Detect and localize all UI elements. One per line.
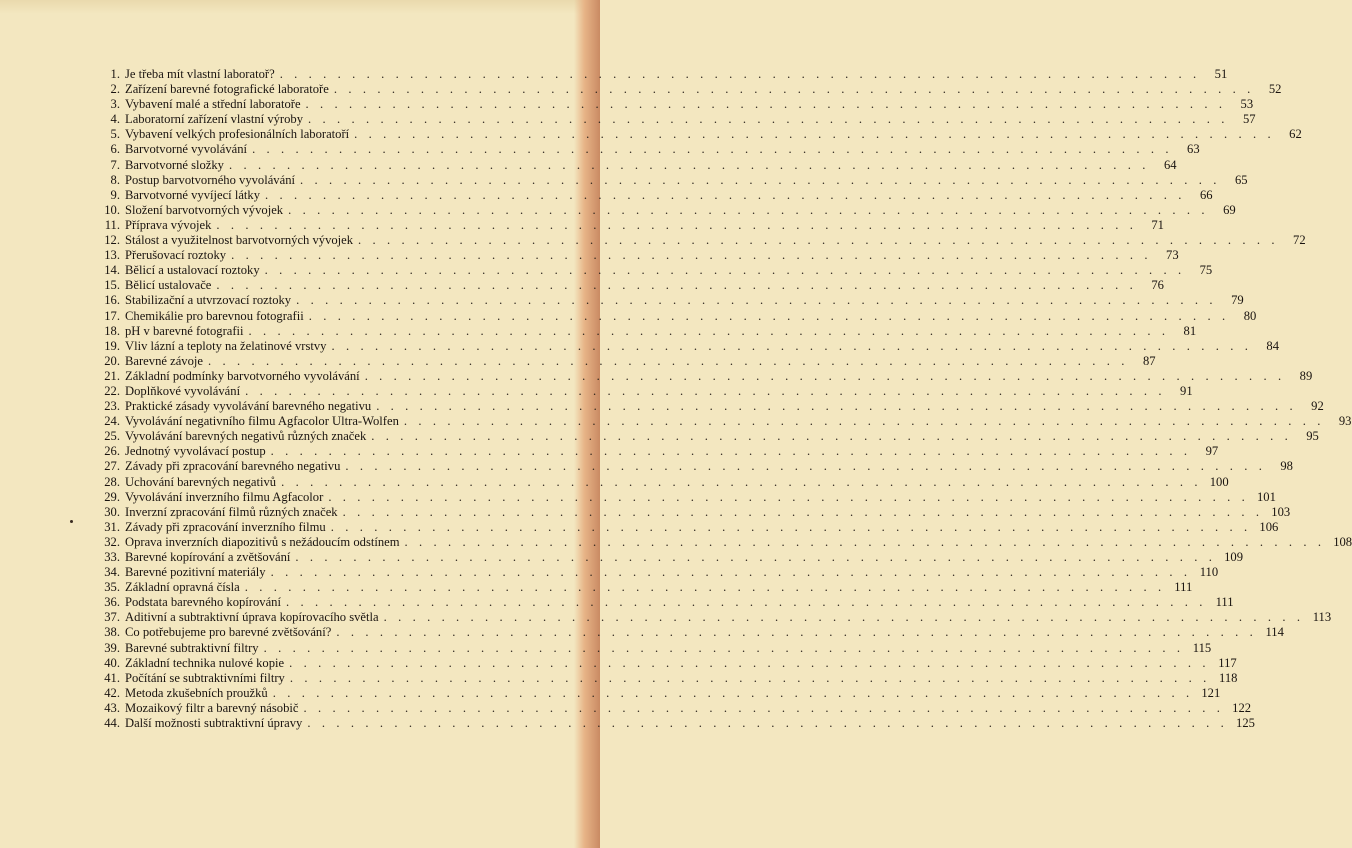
toc-entry-title: Stabilizační a utvrzovací roztoky [125,293,292,308]
toc-entry-page: 93 [1338,414,1352,429]
toc-dot-leader [405,535,1326,550]
toc-entry-number: 8. [110,172,120,187]
toc-entry-title: Barevné subtraktivní filtry [125,640,259,655]
toc-entry-title: Inverzní zpracování filmů různých značek [125,504,338,519]
toc-entry-title: Je třeba mít vlastní laboratoř? [125,67,275,81]
toc-entry-number: 26. [104,444,120,459]
toc-dot-leader [229,158,1150,173]
toc-entry [92,82,1282,97]
toc-entry-number: 12. [104,233,120,248]
toc-entry-title: Vyvolávání barevných negativů různých značek [125,429,367,444]
toc-dot-leader [249,324,1170,339]
toc-entry-number: 31. [104,519,120,534]
toc-entry-title: Mozaikový filtr a barevný násobič [125,700,299,715]
toc-entry-title: Vyvolávání negativního filmu Agfacolor Ultra-Wolfen [125,414,399,429]
toc-entry-number: 4. [110,112,120,127]
page-top-shadow [0,0,600,14]
toc-dot-leader [265,263,1186,278]
toc-entry [92,338,1280,354]
toc-entry-page: 69 [1223,202,1236,217]
toc-entry-page: 53 [1240,97,1254,112]
toc-entry-title: Závady při zpracování barevného negativu [125,459,341,474]
toc-dot-leader [331,339,1252,354]
toc-dot-leader [245,580,1166,595]
toc-entry-title: Barevné závoje [125,353,203,368]
ink-speck [70,520,73,523]
toc-entry-page: 98 [1280,459,1293,474]
toc-entry [92,519,1279,535]
toc-dot-leader [252,142,1173,157]
toc-dot-leader [281,475,1202,490]
toc-entry-number: 19. [104,338,120,353]
toc-entry [92,293,1244,308]
table-of-contents [92,67,1352,731]
toc-dot-leader [289,656,1210,671]
toc-entry-title: Laboratorní zařízení vlastní výroby [125,112,303,127]
toc-entry [92,217,1164,233]
toc-entry-page: 109 [1224,550,1243,564]
toc-entry-page: 122 [1232,700,1252,715]
toc-dot-leader [231,248,1152,263]
toc-entry-title: Základní podmínky barvotvorného vyvolávání [125,368,360,383]
toc-entry-title: Bělicí a ustalovací roztoky [125,263,260,278]
toc-entry [92,142,1200,157]
toc-dot-leader [376,399,1297,414]
toc-entry-page: 71 [1151,217,1164,232]
toc-dot-leader [303,701,1224,716]
toc-entry-number: 3. [110,97,120,112]
toc-entry-number: 37. [104,610,120,625]
toc-entry-title: Jednotný vyvolávací postup [125,444,266,459]
toc-entry-page: 51 [1214,67,1228,81]
toc-entry [92,157,1177,173]
toc-entry-page: 100 [1209,474,1229,489]
toc-entry [92,685,1221,701]
toc-entry [92,716,1255,731]
toc-entry-title: Barevné pozitivní materiály [125,565,266,580]
toc-entry-number: 32. [104,534,120,549]
toc-entry-title: Základní technika nulové kopie [125,655,285,670]
toc-entry-number: 9. [110,187,120,202]
toc-entry [92,278,1164,293]
toc-entry-number: 39. [104,640,120,655]
toc-entry-number: 41. [104,670,120,685]
toc-entry [92,353,1156,369]
toc-entry-title: Vybavení velkých profesionálních laboratoří [125,127,350,142]
toc-entry [92,700,1252,716]
toc-entry-page: 72 [1293,233,1306,248]
toc-entry-page: 121 [1201,685,1221,700]
toc-entry-page: 73 [1166,248,1179,263]
toc-entry-number: 7. [110,157,120,172]
toc-entry-page: 110 [1199,565,1219,580]
toc-entry-number: 33. [104,550,120,564]
toc-entry-page: 97 [1205,444,1219,459]
toc-entry-number: 2. [110,82,120,97]
toc-entry-page: 113 [1312,610,1332,625]
toc-entry [92,248,1179,263]
toc-dot-leader [336,625,1257,640]
toc-entry-page: 125 [1236,716,1255,731]
toc-entry [92,610,1332,625]
toc-entry-title: Vyvolávání inverzního filmu Agfacolor [125,489,324,504]
toc-entry-number: 11. [104,217,120,232]
toc-entry-page: 57 [1242,112,1256,127]
toc-entry [92,97,1254,112]
toc-entry [92,187,1213,203]
toc-entry-title: Chemikálie pro barevnou fotografii [125,308,304,323]
toc-entry [92,474,1229,490]
toc-dot-leader [384,610,1305,625]
toc-dot-leader [245,384,1166,399]
toc-entry-page: 89 [1299,368,1313,383]
toc-entry-title: Vybavení malé a střední laboratoře [125,97,301,112]
toc-entry-number: 10. [104,202,120,217]
toc-entry-page: 81 [1183,323,1197,338]
toc-entry-page: 65 [1234,172,1248,187]
toc-entry-page: 80 [1243,308,1257,323]
toc-entry-title: Bělicí ustalovače [125,278,212,293]
toc-dot-leader [331,520,1252,535]
toc-entry-title: Příprava vývojek [125,217,212,232]
toc-entry-page: 101 [1256,489,1276,504]
toc-entry [92,263,1213,278]
toc-entry-number: 14. [104,263,120,278]
toc-entry [92,67,1228,82]
toc-entry-page: 75 [1199,263,1213,278]
toc-entry-number: 15. [104,278,120,293]
toc-entry-number: 22. [104,383,120,398]
toc-entry [92,625,1284,640]
toc-entry-title: Co potřebujeme pro barevné zvětšování? [125,625,332,640]
toc-entry [92,550,1243,565]
toc-entry [92,399,1324,414]
toc-entry-number: 27. [104,459,120,474]
toc-entry [92,534,1352,550]
toc-entry-title: Barvotvorné vyvolávání [125,142,248,157]
toc-entry-number: 1. [110,67,120,81]
toc-dot-leader [296,293,1217,308]
toc-dot-leader [216,278,1137,293]
toc-entry-page: 115 [1192,640,1212,655]
toc-entry-title: pH v barevné fotografii [125,323,244,338]
toc-entry-number: 6. [110,142,120,157]
toc-entry-title: Metoda zkušebních proužků [125,685,268,700]
toc-entry-number: 28. [104,474,120,489]
toc-entry-page: 108 [1333,534,1352,549]
toc-dot-leader [295,550,1216,565]
toc-dot-leader [358,233,1279,248]
toc-dot-leader [345,459,1266,474]
toc-entry-number: 35. [104,580,120,595]
toc-entry-page: 95 [1306,429,1319,444]
toc-entry-page: 118 [1218,670,1238,685]
toc-entry-number: 34. [104,565,120,580]
toc-entry-page: 62 [1289,127,1302,142]
toc-dot-leader [308,112,1229,127]
toc-entry [92,459,1293,474]
toc-entry-number: 44. [104,716,120,731]
toc-entry-page: 64 [1163,157,1177,172]
toc-entry-page: 92 [1311,399,1324,414]
toc-dot-leader [273,686,1194,701]
toc-entry [92,580,1193,595]
toc-entry-number: 25. [104,429,120,444]
toc-entry-page: 76 [1151,278,1164,293]
toc-entry [92,172,1248,188]
toc-entry-number: 38. [104,625,120,640]
toc-entry [92,444,1219,459]
toc-entry-title: Postup barvotvorného vyvolávání [125,172,295,187]
toc-dot-leader [264,641,1185,656]
toc-dot-leader [354,127,1275,142]
toc-dot-leader [404,414,1325,429]
toc-entry-number: 29. [104,489,120,504]
toc-entry [92,308,1257,324]
toc-entry-title: Zařízení barevné fotografické laboratoře [125,82,329,97]
toc-entry-title: Barvotvorné složky [125,157,224,172]
toc-entry-title: Základní opravná čísla [125,580,240,595]
toc-dot-leader [288,203,1209,218]
toc-entry [92,383,1193,399]
toc-entry-title: Podstata barevného kopírování [125,595,281,610]
toc-entry-page: 52 [1268,82,1282,97]
toc-entry-title: Aditivní a subtraktivní úprava kopírovacího světla [125,610,379,625]
toc-entry [92,489,1276,505]
toc-entry [92,127,1302,142]
toc-entry-number: 21. [104,368,120,383]
toc-entry-page: 84 [1266,338,1280,353]
toc-entry [92,504,1291,520]
toc-dot-leader [343,505,1264,520]
toc-entry-number: 24. [104,414,120,429]
toc-entry [92,595,1234,610]
toc-entry-title: Přerušovací roztoky [125,248,227,263]
toc-entry-title: Oprava inverzních diapozitivů s nežádoucím odstínem [125,534,400,549]
toc-dot-leader [286,595,1207,610]
toc-entry [92,233,1306,248]
toc-entry-page: 106 [1259,519,1279,534]
toc-dot-leader [300,173,1221,188]
toc-entry-page: 114 [1265,625,1284,640]
toc-entry-title: Uchování barevných negativů [125,474,277,489]
toc-entry-title: Složení barvotvorných vývojek [125,202,284,217]
toc-entry [92,655,1237,671]
toc-entry-title: Barvotvorné vyvíjecí látky [125,187,260,202]
toc-dot-leader [280,67,1201,82]
toc-entry-number: 43. [104,700,120,715]
toc-entry-title: Praktické zásady vyvolávání barevného negativu [125,399,372,414]
toc-entry-number: 20. [104,353,120,368]
toc-dot-leader [334,82,1255,97]
toc-entry-page: 117 [1218,655,1237,670]
toc-entry-number: 23. [104,399,120,414]
toc-entry-title: Závady při zpracování inverzního filmu [125,519,326,534]
toc-entry [92,414,1352,429]
toc-dot-leader [216,218,1137,233]
toc-dot-leader [365,369,1286,384]
toc-entry [92,202,1236,218]
toc-entry-page: 111 [1215,595,1234,610]
toc-entry-page: 91 [1180,383,1193,398]
toc-entry-page: 79 [1231,293,1244,308]
toc-dot-leader [271,444,1192,459]
toc-entry [92,429,1319,444]
toc-dot-leader [307,716,1228,731]
toc-entry-title: Barevné kopírování a zvětšování [125,550,291,564]
toc-entry-number: 42. [104,685,120,700]
toc-dot-leader [265,188,1186,203]
toc-entry-title: Další možnosti subtraktivní úpravy [125,716,303,731]
toc-entry-number: 13. [104,248,120,263]
toc-entry-number: 5. [110,127,120,142]
toc-entry-number: 16. [104,293,120,308]
toc-entry-title: Stálost a využitelnost barvotvorných vývojek [125,233,354,248]
toc-entry-page: 87 [1142,353,1156,368]
toc-dot-leader [371,429,1292,444]
toc-entry-title: Vliv lázní a teploty na želatinové vrstvy [125,338,327,353]
toc-entry-page: 111 [1174,580,1193,595]
toc-entry-page: 63 [1187,142,1200,157]
toc-entry [92,565,1219,580]
toc-entry-title: Doplňkové vyvolávání [125,383,241,398]
toc-entry [92,640,1212,656]
toc-dot-leader [290,671,1211,686]
toc-entry [92,323,1197,339]
toc-entry-number: 18. [104,323,120,338]
toc-entry-page: 103 [1271,504,1291,519]
toc-entry-page: 66 [1199,187,1213,202]
toc-dot-leader [306,97,1227,112]
toc-dot-leader [309,309,1230,324]
toc-dot-leader [208,354,1129,369]
toc-entry [92,670,1238,686]
toc-entry-title: Počítání se subtraktivními filtry [125,670,285,685]
toc-dot-leader [328,490,1249,505]
toc-dot-leader [271,565,1192,580]
toc-entry [92,368,1313,384]
toc-entry-number: 36. [104,595,120,610]
toc-entry [92,112,1256,127]
toc-entry-number: 40. [104,655,120,670]
toc-entry-number: 30. [104,504,120,519]
toc-entry-number: 17. [104,308,120,323]
